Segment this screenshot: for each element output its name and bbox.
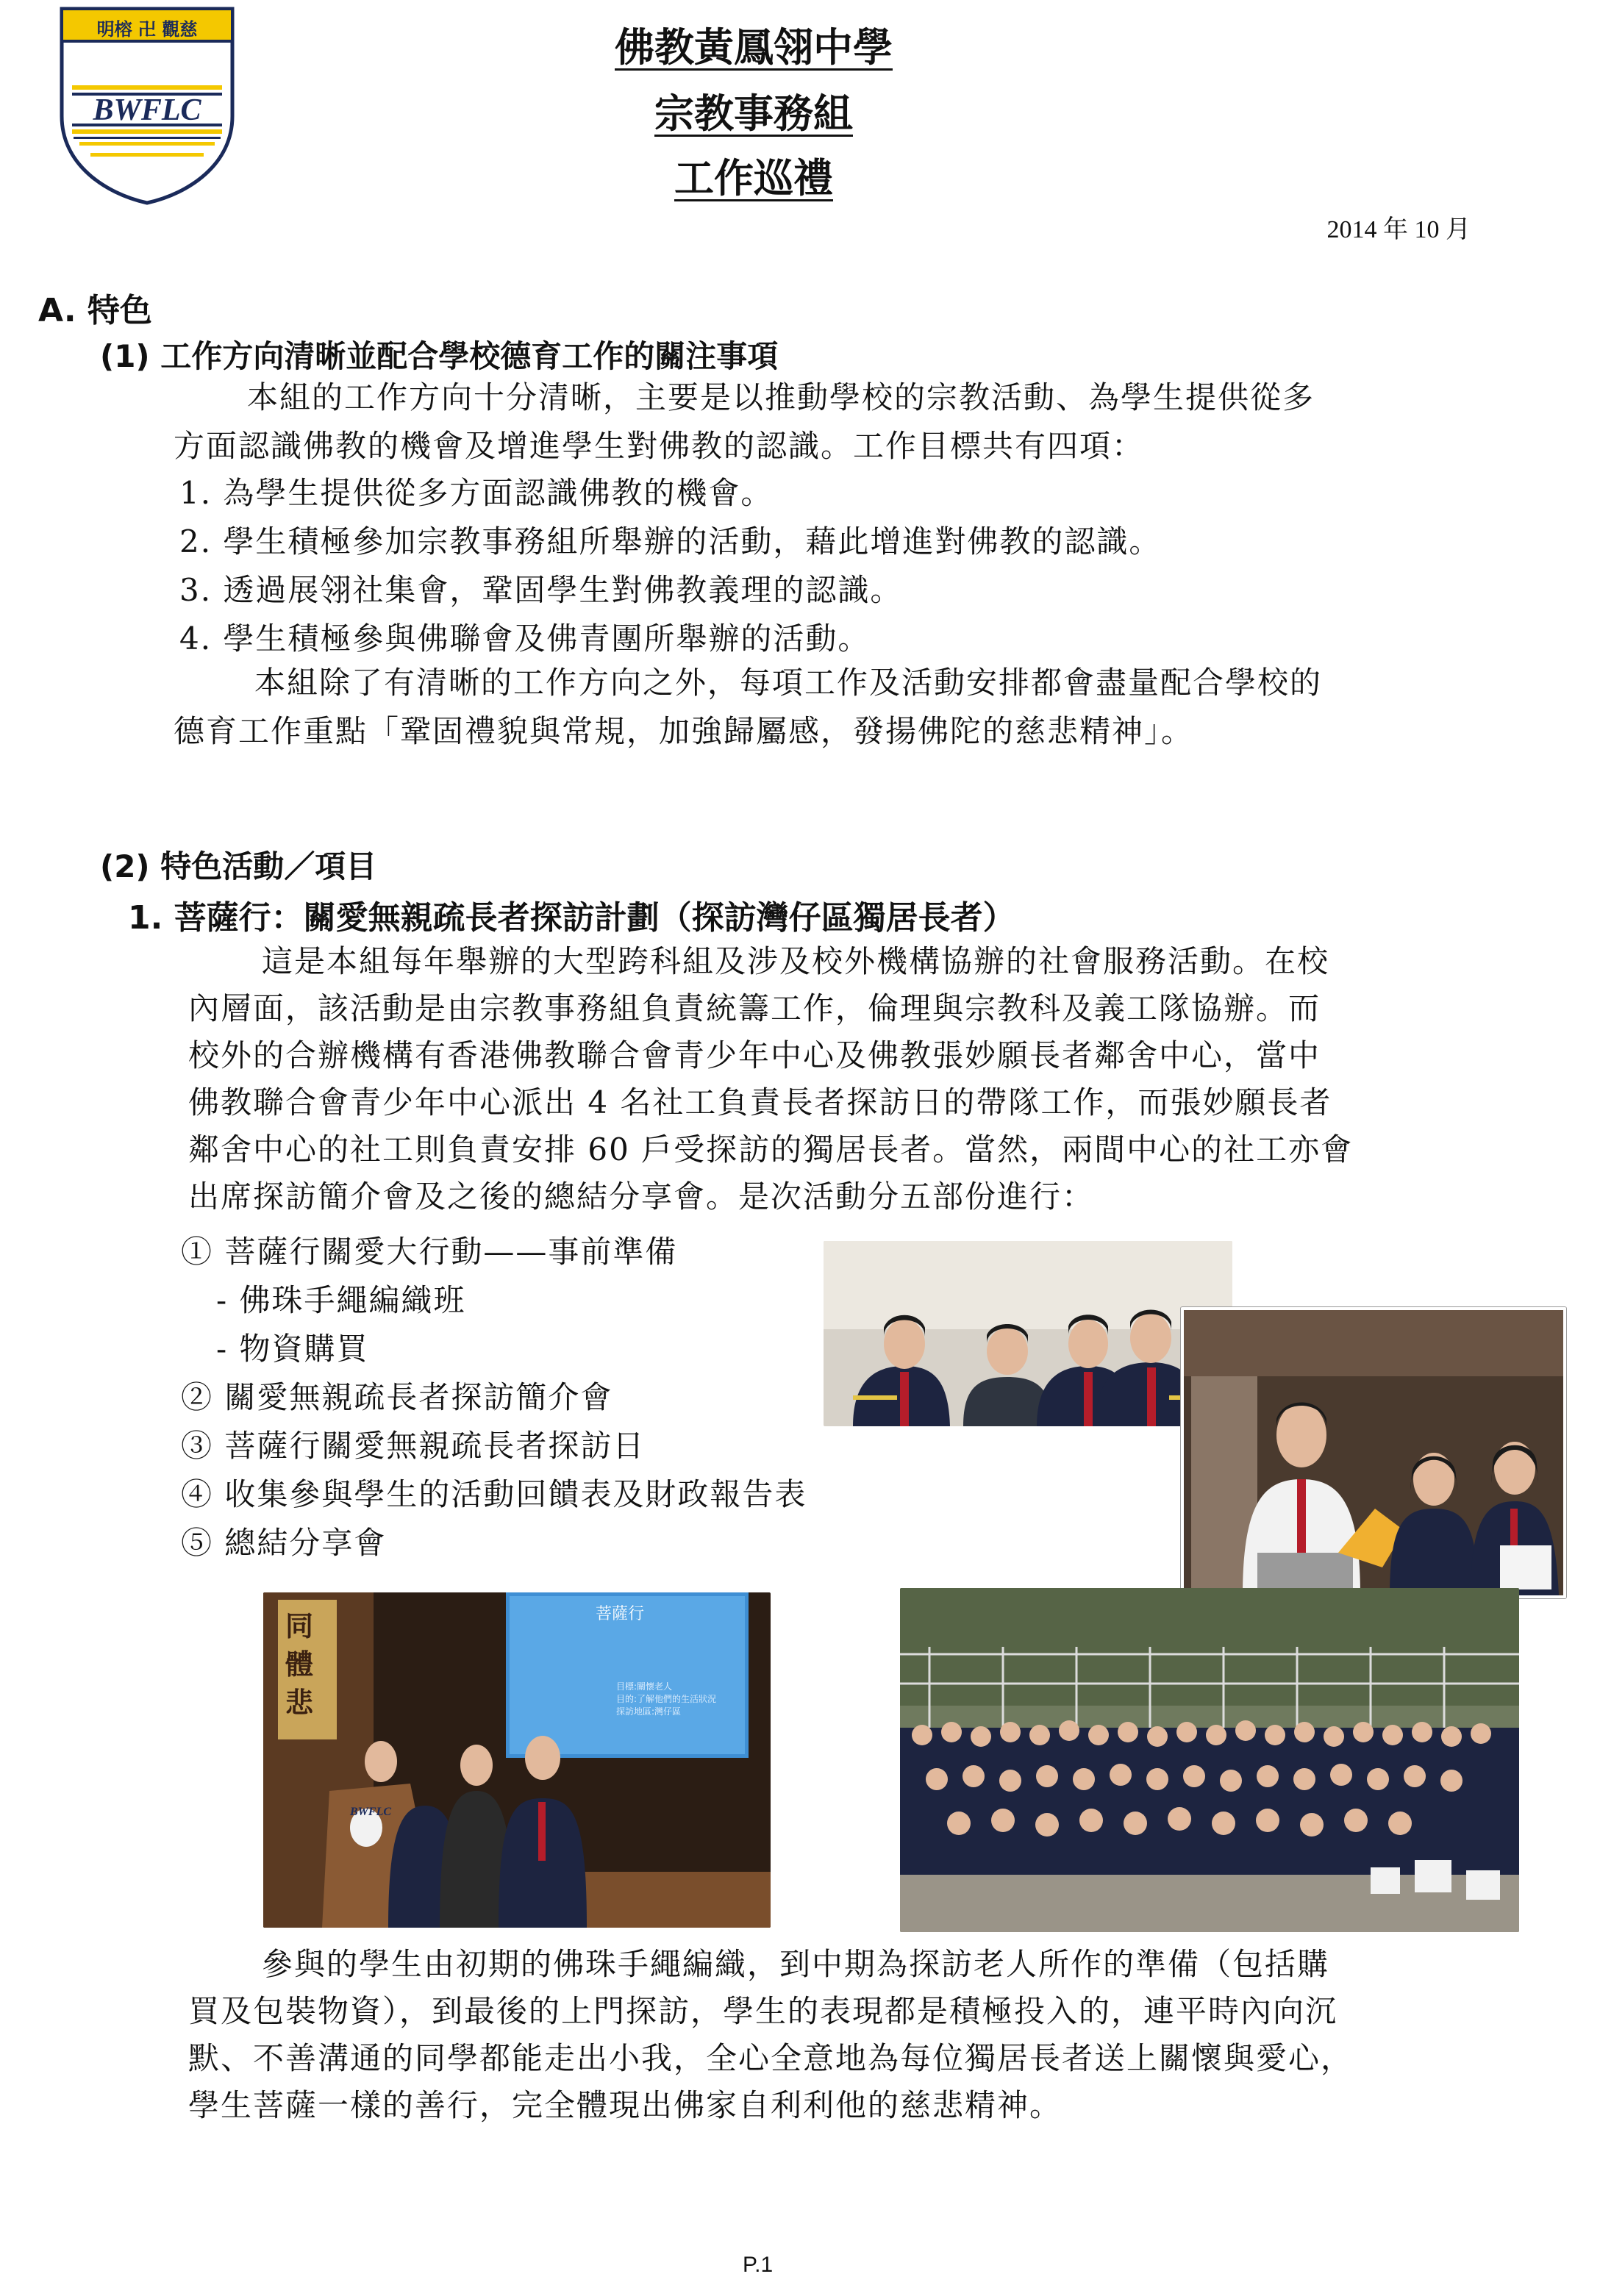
list-item: 4. 學生積極參與佛聯會及佛青團所舉辦的活動。 [179, 621, 871, 657]
list-item: 2. 學生積極參加宗教事務組所舉辦的活動，藉此增進對佛教的認識。 [179, 523, 1162, 559]
document-title: 工作巡禮 [674, 155, 833, 201]
list-item: ④ 收集參與學生的活動回饋表及財政報告表 [181, 1476, 807, 1512]
list-item: ① 菩薩行關愛大行動——事前準備 [181, 1234, 678, 1270]
closing-paragraph: 參與的學生由初期的佛珠手繩編織，到中期為探訪老人所作的準備（包括購 買及包裝物資），到最後的上門探訪，學生的表現都是積極投入的，連平時內向沉 默、不善溝通的同學都能走出小我，全心全意地為每位獨居長者送上關懷與愛心， 學生菩薩一樣的善行，完全體現出佛家自利利他的慈悲精神。 [188, 1946, 1354, 2123]
list-item: ③ 菩薩行關愛無親疏長者探訪日 [181, 1428, 646, 1464]
goal-list [179, 469, 1161, 663]
crest-monogram: BWFLC [93, 93, 201, 127]
slide-title: 菩薩行 [596, 1605, 645, 1623]
crest-top-text: 明榕 卍 觀慈 [96, 19, 198, 40]
podium-logo: BWFLC [350, 1806, 392, 1818]
activity-paragraph: 這是本組每年舉辦的大型跨科組及涉及校外機構協辦的社會服務活動。在校 內層面，該活動是由宗教事務組負責統籌工作，倫理與宗教科及義工隊協辦。而 校外的合辦機構有香港佛教聯合會青少年中心及佛教張妙願長者鄰舍中心，當中 佛教聯合會青少年中心派出 4 名社工負責長者探訪日的帶隊工作，而張妙願長者 鄰舍中心的社工則負責安排 60 戶受探訪的獨居長者。當然，兩間中心的社工亦會 出席探訪簡介會及之後的總結分享會。是次活動分五部份進行： [188, 943, 1354, 1215]
group-title: 宗教事務組 [654, 90, 853, 137]
list-item: 1. 為學生提供從多方面認識佛教的機會。 [179, 475, 774, 511]
list-item: - 物資購買 [216, 1331, 369, 1367]
part1-paragraph-2: 本組除了有清晰的工作方向之外，每項工作及活動安排都會盡量配合學校的 德育工作重點「鞏固禮貌與常規，加強歸屬感，發揚佛陀的慈悲精神」。 [174, 665, 1323, 749]
photo-students-with-gifts [1181, 1307, 1566, 1598]
page-number: P.1 [743, 2253, 774, 2277]
list-item: ⑤ 總結分享會 [181, 1525, 387, 1561]
list-item: - 佛珠手繩編織班 [216, 1282, 466, 1318]
part1-paragraph: 本組的工作方向十分清晰，主要是以推動學校的宗教活動、為學生提供從多 方面認識佛教的機會及增進學生對佛教的認識。工作目標共有四項： [174, 379, 1315, 464]
photo-group [900, 1588, 1519, 1932]
section-a-heading: A. 特色 [38, 292, 152, 329]
part1-heading: (1) 工作方向清晰並配合學校德育工作的關注事項 [100, 338, 779, 374]
photo-students-with-teacher [824, 1241, 1232, 1426]
photo-briefing-session [263, 1592, 771, 1928]
part2-heading: (2) 特色活動／項目 [100, 848, 377, 884]
slide-text: 目標:關懷老人 目的:了解他們的生活狀況 探訪地區:灣仔區 [616, 1681, 717, 1717]
list-item: 3. 透過展翎社集會，鞏固學生對佛教義理的認識。 [179, 572, 903, 608]
list-item: ② 關愛無親疏長者探訪簡介會 [181, 1379, 613, 1415]
banner-text: 同體悲 [285, 1609, 314, 1719]
school-title: 佛教黃鳳翎中學 [615, 24, 893, 71]
activity-heading: 1. 菩薩行：關愛無親疏長者探訪計劃（探訪灣仔區獨居長者） [128, 899, 1015, 937]
document-date: 2014 年 10 月 [1326, 216, 1471, 243]
steps-list [181, 1228, 807, 1567]
